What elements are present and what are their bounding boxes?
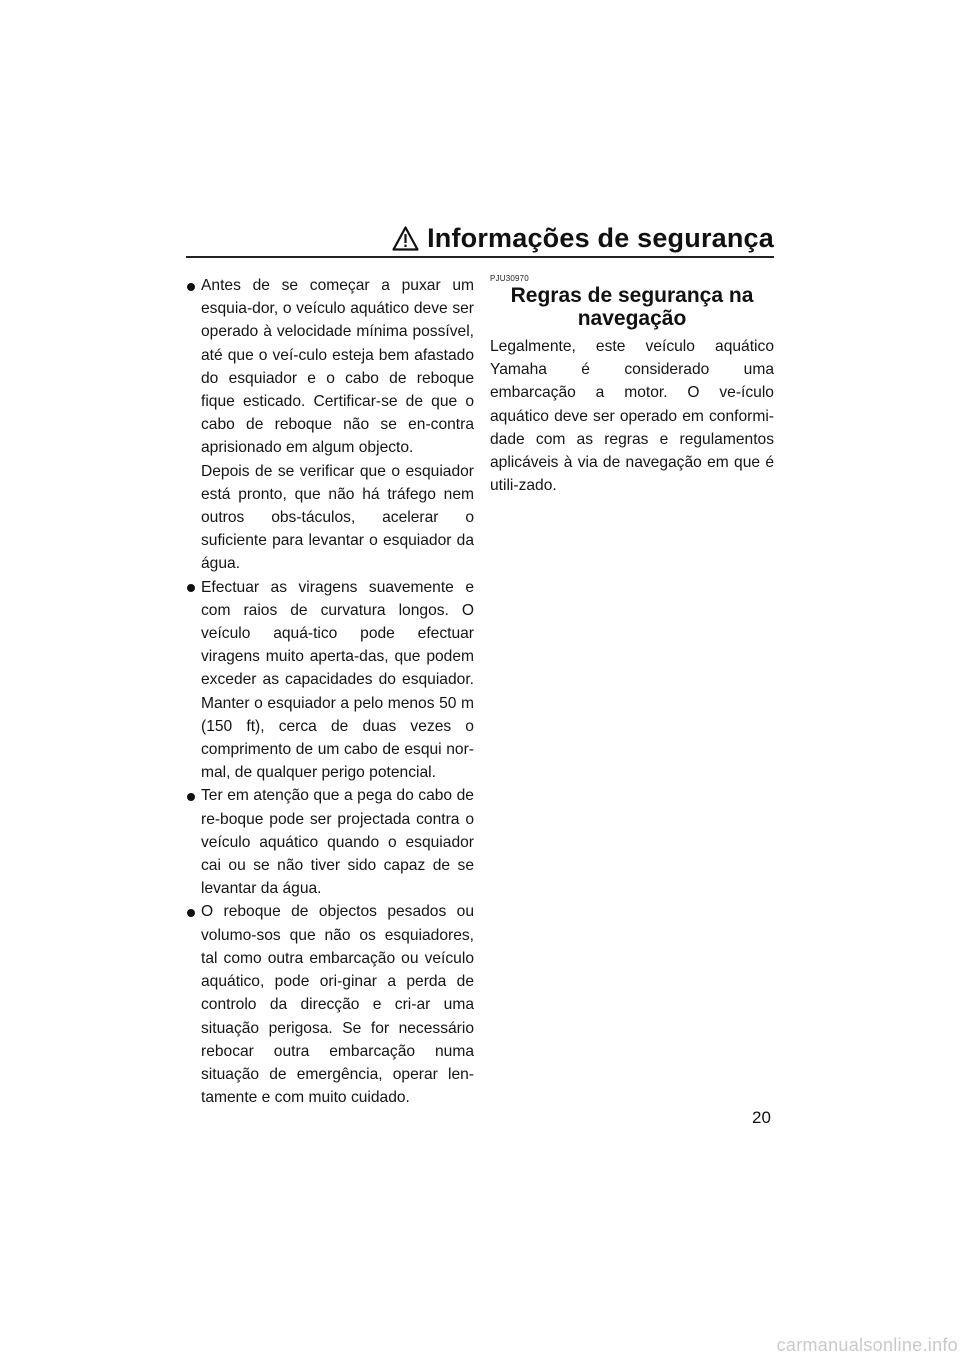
page-number: 20 (752, 1108, 771, 1127)
header-divider (186, 256, 774, 258)
header-title (392, 223, 774, 254)
bullet-continuation: Depois de se verificar que o esquiador está pronto, que não há tráfego nem outros obs-táculos, acelerar o suficiente para levantar o esquiador da água. (201, 462, 474, 573)
bullet-text: Ter em atenção que a pega do cabo de re-boque pode ser projectada contra o veículo aquático quando o esquiador cai ou se não tiver sido capaz de se levantar da água. (201, 787, 474, 898)
bullet-text: Antes de se começar a puxar um esquia-dor, o veículo aquático deve ser operado à velocidade mínima possível, até que o veí-culo esteja bem afastado do esquiador e o cabo de reboque fique esticado. Certificar-se de que o cabo de reboque não se en-contra aprisionado em algum objecto. (201, 277, 474, 457)
bullet-dot-icon (187, 909, 195, 917)
watermark: carmanualsonline.info (776, 1335, 958, 1355)
warning-triangle-icon (392, 226, 419, 251)
right-column (490, 274, 774, 497)
section-title-line: navegação (577, 307, 687, 330)
section-body: Legalmente, este veículo aquático Yamaha é considerado uma embarcação a motor. O ve-ículo aquático deve ser operado em conformi-dade com as regras e regulamentos aplicáveis à via de navegação em que é utili-zado. (490, 338, 774, 495)
bullet-text: O reboque de objectos pesados ou volumo-sos que não os esquiadores, tal como outra embarcação ou veículo aquático, pode ori-ginar a perda de controlo da direcção e cri-ar uma situação perigosa. Se for necessário rebocar outra embarcação numa situação de emergência, operar len-tamente e com muito cuidado. (201, 903, 474, 1107)
bullet-item (186, 274, 474, 576)
bullet-item (186, 784, 474, 900)
bullet-dot-icon (187, 584, 195, 592)
section-title-line: Regras de segurança na (510, 284, 754, 307)
section-code: PJU30970 (490, 274, 529, 283)
bullet-dot-icon (187, 793, 195, 801)
bullet-text: Efectuar as viragens suavemente e com raios de curvatura longos. O veículo aquá-tico pode efectuar viragens muito aperta-das, que podem exceder as capacidades do esquiador. Manter o esquiador a pelo menos 50 m (150 ft), cerca de duas vezes o comprimento de um cabo de esqui nor-mal, de qualquer perigo potencial. (201, 578, 474, 782)
page-header (186, 218, 774, 258)
bullet-item (186, 900, 474, 1109)
section-title (490, 284, 774, 330)
header-title-text: Informações de segurança (427, 222, 774, 253)
bullet-item (186, 576, 474, 785)
left-column (186, 274, 474, 1109)
bullet-dot-icon (187, 283, 195, 291)
